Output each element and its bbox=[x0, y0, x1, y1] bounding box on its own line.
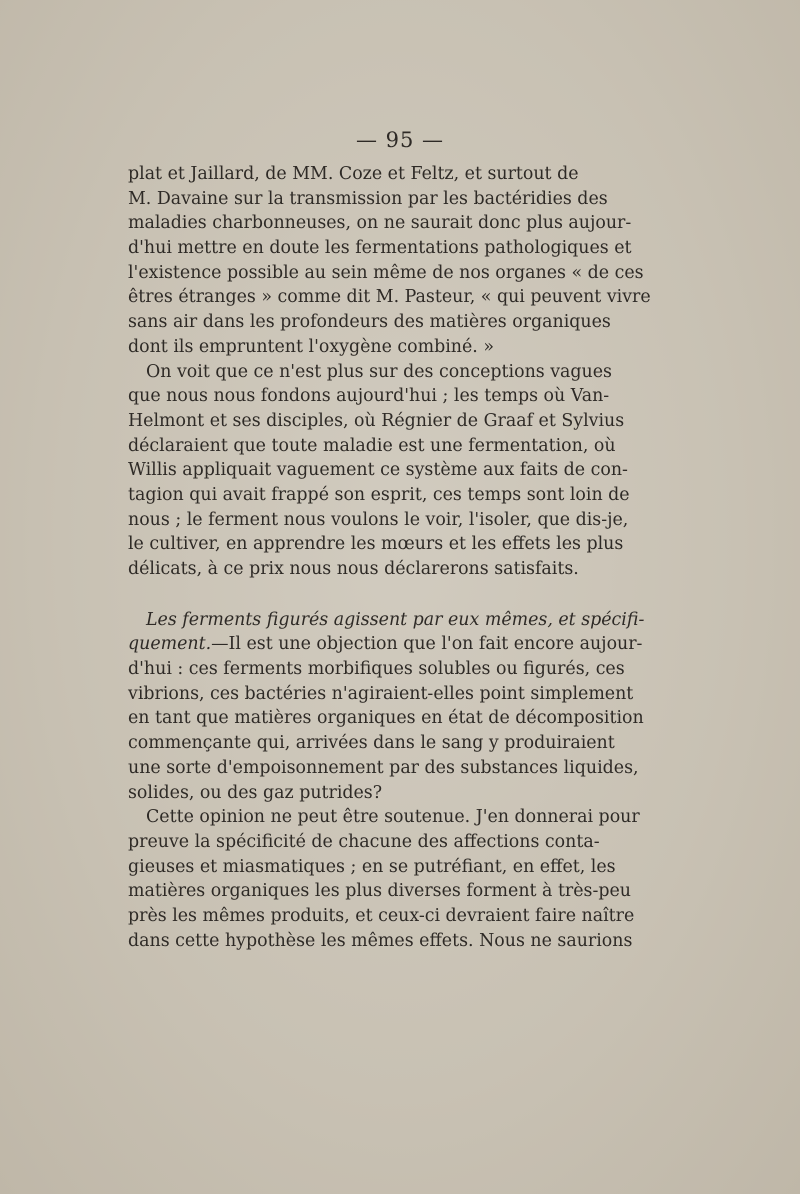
text-line: Willis appliquait vaguement ce système aux faits de con- bbox=[128, 460, 628, 481]
text-line: sans air dans les profondeurs des matières organiques bbox=[128, 312, 611, 333]
text-line: On voit que ce n'est plus sur des conceptions vagues bbox=[146, 361, 612, 382]
text-line: d'hui mettre en doute les fermentations pathologiques et bbox=[128, 238, 632, 259]
text-line: le cultiver, en apprendre les mœurs et les effets les plus bbox=[128, 534, 624, 555]
paragraph-4 bbox=[128, 805, 640, 953]
text-run: —Il est une objection que l'on fait encore aujour- bbox=[211, 634, 643, 655]
section-heading: Les ferments figurés agissent par eux mêmes, et spécifi- bbox=[146, 609, 645, 630]
text-line: tagion qui avait frappé son esprit, ces temps sont loin de bbox=[128, 484, 630, 505]
section-heading-cont: quement. bbox=[128, 634, 212, 655]
text-line: délicats, à ce prix nous nous déclarerons satisfaits. bbox=[128, 559, 579, 579]
text-line: l'existence possible au sein même de nos organes « de ces bbox=[128, 262, 644, 283]
page-body bbox=[128, 162, 651, 953]
page-number: — 95 — bbox=[355, 128, 445, 152]
text-line: plat et Jaillard, de MM. Coze et Feltz, et surtout de bbox=[128, 164, 579, 184]
text-line: nous ; le ferment nous voulons le voir, l'isoler, que dis-je, bbox=[128, 509, 629, 530]
text-line: une sorte d'empoisonnement par des substances liquides, bbox=[128, 757, 639, 778]
text-line: dans cette hypothèse les mêmes effets. Nous ne saurions bbox=[128, 930, 633, 951]
text-line: Cette opinion ne peut être soutenue. J'en donnerai pour bbox=[146, 807, 640, 828]
text-line: maladies charbonneuses, on ne saurait donc plus aujour- bbox=[128, 213, 632, 234]
text-line: déclaraient que toute maladie est une fermentation, où bbox=[128, 435, 616, 456]
text-line: gieuses et miasmatiques ; en se putréfiant, en effet, les bbox=[128, 856, 616, 877]
text-line: près les mêmes produits, et ceux-ci devraient faire naître bbox=[128, 905, 635, 926]
text-line: en tant que matières organiques en état de décomposition bbox=[128, 708, 644, 729]
text-line bbox=[128, 632, 643, 657]
text-line: d'hui : ces ferments morbifiques solubles ou figurés, ces bbox=[128, 659, 625, 680]
text-line: Helmont et ses disciples, où Régnier de Graaf et Sylvius bbox=[128, 410, 625, 431]
paragraph-3 bbox=[128, 608, 645, 806]
paragraph-2 bbox=[128, 360, 630, 582]
text-line: commençante qui, arrivées dans le sang y produiraient bbox=[128, 733, 615, 754]
text-line: solides, ou des gaz putrides? bbox=[128, 782, 383, 803]
text-line: M. Davaine sur la transmission par les bactéridies des bbox=[128, 188, 608, 209]
paragraph-1 bbox=[128, 162, 651, 360]
paragraph-gap bbox=[128, 582, 578, 608]
text-line: dont ils empruntent l'oxygène combiné. » bbox=[128, 336, 494, 357]
text-line: preuve la spécificité de chacune des affections conta- bbox=[128, 831, 600, 852]
text-line: que nous nous fondons aujourd'hui ; les temps où Van- bbox=[128, 386, 610, 407]
text-line: vibrions, ces bactéries n'agiraient-elles point simplement bbox=[128, 683, 634, 704]
text-line: matières organiques les plus diverses forment à très-peu bbox=[128, 881, 631, 902]
text-line: êtres étranges » comme dit M. Pasteur, « qui peuvent vivre bbox=[128, 287, 651, 308]
